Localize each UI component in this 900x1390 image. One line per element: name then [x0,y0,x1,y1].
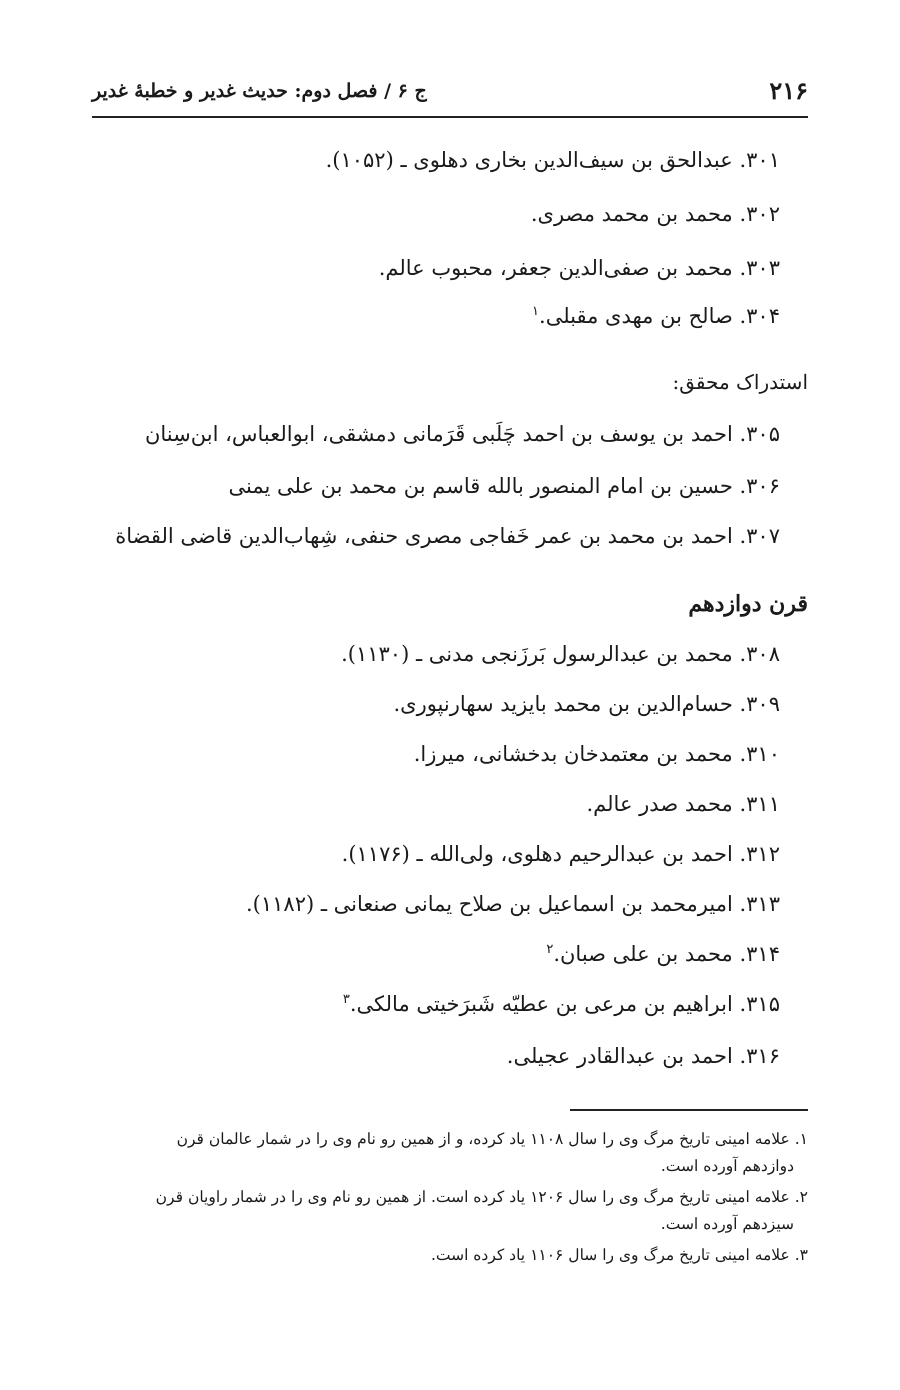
footnote-ref[interactable]: ۳ [342,992,350,1007]
page-header [92,72,808,118]
running-title: ج ۶ / فصل دوم: حدیث غدیر و خطبهٔ غدیر [92,80,427,102]
list-item: ۳۱۴. محمد بن علی صبان.$^۲$ [546,942,780,966]
footnotes [92,1126,808,1273]
section-heading: قرن دوازدهم [688,591,808,617]
list-item: ۳۰۸. محمد بن عبدالرسول بَرزَنجی مدنی ـ (۱۱۳۰). [341,642,780,666]
list-item: ۳۰۲. محمد بن محمد مصری. [530,202,780,226]
list-item: ۳۰۵. احمد بن یوسف بن احمد چَلَبی قَرَمانی دمشقی، ابوالعباس، ابن‌سِنان [144,422,780,446]
list-item: ۳۰۳. محمد بن صفی‌الدین جعفر، محبوب عالم. [378,256,780,280]
footnote-divider [570,1109,808,1111]
list-item: ۳۰۶. حسین بن امام المنصور بالله قاسم بن محمد بن علی یمنی [228,474,780,498]
footnote: ۳. علامه امینی تاریخ مرگ وی را سال ۱۱۰۶ یاد کرده است. [430,1246,808,1264]
list-item: ۳۱۳. امیرمحمد بن اسماعیل بن صلاح یمانی صنعانی ـ (۱۱۸۲). [245,892,780,916]
list-item: ۳۰۷. احمد بن محمد بن عمر خَفاجی مصری حنفی، شِهاب‌الدین قاضی القضاة [115,524,780,548]
list-item: ۳۱۶. احمد بن عبدالقادر عجیلی. [506,1044,780,1068]
footnote: ۲. علامه امینی تاریخ مرگ وی را سال ۱۲۰۶ یاد کرده است. از همین رو نام وی را در شمار راویان قرن سیزدهم آورده است. [155,1188,808,1233]
list-item: ۳۱۲. احمد بن عبدالرحیم دهلوی، ولی‌الله ـ (۱۱۷۶). [341,842,780,866]
footnote-ref[interactable]: ۲ [546,942,554,957]
researcher-note-label: استدراک محقق: [672,370,808,394]
list-item: ۳۰۴. صالح بن مهدی مقبلی.$^۱$ [532,304,780,328]
list-item: ۳۱۱. محمد صدر عالم. [586,792,780,816]
page-number: ۲۱۶ [769,76,808,105]
list-item: ۳۰۱. عبدالحق بن سیف‌الدین بخاری دهلوی ـ (۱۰۵۲). [325,148,780,172]
footnote: ۱. علامه امینی تاریخ مرگ وی را سال ۱۱۰۸ یاد کرده، و از همین رو نام وی را در شمار عالمان قرن دوازدهم آورده است. [176,1130,808,1175]
list-item: ۳۱۵. ابراهیم بن مرعی بن عطیّه شَبرَخیتی مالکی.$^۳$ [342,992,780,1016]
list-item: ۳۱۰. محمد بن معتمدخان بدخشانی، میرزا. [413,742,780,766]
footnote-ref[interactable]: ۱ [532,304,540,319]
list-item: ۳۰۹. حسام‌الدین بن محمد بایزید سهارنپوری. [393,692,780,716]
